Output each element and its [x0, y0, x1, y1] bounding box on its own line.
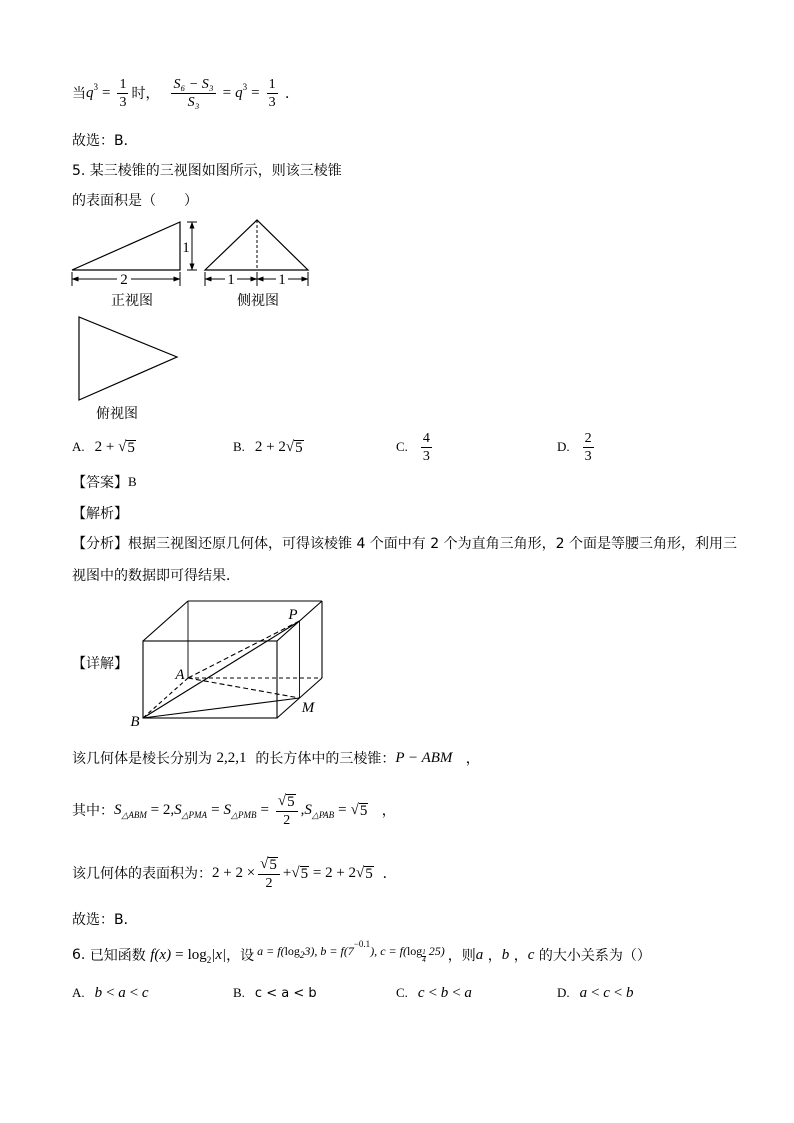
square-root: [118, 438, 136, 456]
description-text: 该几何体是棱长分别为: [72, 751, 217, 767]
side-view-right-label: 1: [278, 272, 286, 288]
select-line: [72, 905, 138, 933]
tiny-denominator: 4: [422, 956, 426, 964]
log-text: log: [406, 943, 423, 958]
point-m-label: M: [301, 700, 315, 716]
analysis-text: 根据三视图还原几何体，可得该棱锥 4 个面中有 2 个为直角三角形，2 个面是等腰三角形，利用三: [128, 536, 737, 552]
var-a: a: [475, 946, 484, 963]
select-answer-text: 故选：B．: [72, 133, 138, 149]
top-view: [79, 317, 177, 422]
option-letter: A.: [72, 439, 85, 454]
text-when: 当: [72, 86, 86, 102]
front-view: [72, 222, 197, 309]
b-definition: b = f(7: [320, 943, 354, 958]
a-definition: a = f(: [257, 943, 285, 958]
front-view-width-label: 2: [120, 272, 128, 288]
var-c: c: [527, 946, 535, 963]
side-view-caption: 侧视图: [237, 293, 279, 309]
q-exponent: 3: [242, 81, 248, 92]
three-view-figure: [60, 210, 330, 425]
analysis-label: 【分析】: [72, 536, 128, 552]
cuboid-edge: [143, 601, 188, 641]
fraction-denominator: 2: [283, 813, 291, 828]
area-value: = 2,: [146, 801, 175, 818]
option-letter: D.: [557, 985, 570, 1000]
front-view-triangle: [72, 222, 180, 270]
square-root: [351, 801, 369, 819]
fraction-sum-ratio: [171, 77, 215, 110]
total-area-line: [72, 855, 397, 891]
description-punctuation: ，: [452, 751, 480, 767]
equals-sign: =: [175, 946, 184, 963]
select-answer-text: 故选：B．: [72, 912, 138, 928]
fraction-denominator: 3: [584, 448, 592, 464]
radicand: 5: [359, 803, 368, 819]
option-letter: D.: [557, 439, 570, 454]
fraction-numerator: 1: [268, 76, 276, 92]
option-letter: C.: [396, 439, 408, 454]
answer-value: B: [128, 474, 137, 489]
square-root: [260, 855, 278, 873]
question-5-stem: 5. 某三棱锥的三视图如图所示，则该三棱锥: [72, 163, 342, 179]
area-symbol: S: [304, 801, 312, 818]
detail-label: 【详解】: [72, 656, 128, 672]
square-root: [278, 792, 296, 810]
top-view-triangle: [79, 317, 177, 400]
cuboid-figure: [125, 595, 340, 730]
area-pmb: [224, 802, 257, 819]
total-result: = 2 + 2: [309, 864, 357, 881]
cuboid-hidden-edges: [188, 601, 322, 678]
area-subscript: △PAB: [311, 809, 335, 820]
radical-sign: √: [285, 439, 295, 455]
q6-option-d[interactable]: [557, 979, 637, 1007]
cuboid-front-face: [143, 641, 277, 718]
option-fraction: [421, 431, 432, 464]
q-cubed: [86, 81, 98, 102]
fraction-numerator: S₆ − S₃: [173, 76, 214, 92]
area-symbol: S: [174, 801, 182, 818]
option-text: 2 + 2: [254, 438, 286, 455]
q-var: q: [86, 84, 94, 101]
fraction-denominator: 3: [422, 448, 430, 464]
option-b[interactable]: [233, 430, 304, 464]
equals-sign: =: [211, 801, 220, 818]
absolute-x: |x|: [211, 946, 227, 963]
question-6-stem: [72, 941, 651, 969]
option-text: c < a < b: [254, 985, 317, 1001]
equals-sign: =: [260, 801, 269, 818]
radical-sign: √: [291, 865, 300, 881]
fraction-numerator: 1: [119, 76, 127, 92]
top-view-caption: 俯视图: [96, 406, 138, 422]
edge-bm: [143, 698, 300, 718]
total-intro: 该几何体的表面积为：: [72, 866, 212, 882]
radicand: 5: [295, 440, 303, 456]
q6-option-c[interactable]: [396, 979, 475, 1007]
log-text: log: [284, 943, 300, 958]
b-definition-rest: ),: [370, 943, 381, 958]
option-d[interactable]: [557, 430, 597, 464]
tiny-numerator: 1: [422, 948, 426, 956]
separator: ，: [483, 948, 502, 964]
fraction-numerator: [258, 855, 280, 875]
radicand: 5: [269, 857, 277, 873]
fraction-denominator: 3: [268, 94, 276, 110]
option-letter: A.: [72, 985, 85, 1000]
text-then: 时，: [131, 86, 160, 102]
area-pab: [304, 802, 334, 819]
analysis-text-continued: 视图中的数据即可得结果．: [72, 568, 240, 584]
area-abm: [114, 802, 147, 819]
side-view: [205, 220, 308, 309]
total-punctuation: ．: [373, 866, 397, 882]
fraction-numerator: 2: [584, 430, 592, 446]
option-text: 2 +: [94, 438, 119, 455]
areas-punctuation: ，: [368, 803, 396, 819]
question-text: ，则: [447, 948, 476, 964]
question-number: 6.: [72, 947, 90, 963]
q-cubed: [235, 81, 248, 102]
analysis-heading-line: [72, 499, 128, 527]
option-a[interactable]: [72, 430, 136, 464]
radical-sign: √: [277, 793, 287, 809]
abc-definitions: [257, 939, 445, 964]
previous-solution-line: [72, 76, 299, 110]
edge-ab: [143, 678, 188, 718]
area-symbol: S: [114, 801, 122, 818]
q6-option-b[interactable]: [233, 979, 317, 1007]
areas-intro: 其中：: [72, 803, 114, 819]
pyramid-edges: [143, 621, 300, 718]
fraction-denominator: 2: [265, 876, 273, 891]
point-a-label: A: [175, 667, 185, 683]
fraction-denominator: 3: [119, 94, 127, 110]
b-exponent: −0.1: [353, 939, 371, 949]
description-text: 的长方体中的三棱锥：: [246, 751, 396, 767]
fraction-numerator: [276, 792, 298, 812]
q-var: q: [235, 84, 243, 101]
square-root: [356, 864, 374, 882]
detail-label-line: [72, 649, 128, 677]
q6-option-a[interactable]: [72, 979, 152, 1007]
equals-sign: =: [251, 84, 260, 101]
radical-sign: √: [260, 856, 269, 872]
option-text: c<b<a: [417, 984, 475, 1001]
fraction-one-third: [267, 77, 278, 110]
equals-sign: =: [338, 801, 347, 818]
fraction-one-third: [117, 77, 128, 110]
radical-sign: √: [356, 865, 365, 881]
analysis-heading: 【解析】: [72, 506, 128, 522]
tiny-fraction: [422, 949, 426, 964]
question-5-stem-line-1: [72, 156, 342, 184]
total-expression: 2 + 2 ×: [212, 864, 256, 881]
log-text: log: [187, 946, 207, 963]
log-base-fraction: [422, 946, 426, 964]
log-symbol: [188, 947, 212, 964]
face-areas-line: [72, 792, 396, 828]
option-letter: C.: [396, 985, 408, 1000]
area-subscript: △PMB: [231, 809, 257, 820]
answer-line: [72, 468, 137, 496]
fraction-denominator: S₃: [187, 94, 200, 110]
option-c[interactable]: [396, 430, 435, 464]
comma: ,: [300, 801, 305, 818]
front-view-height-label: 1: [182, 240, 190, 256]
equals-sign: =: [222, 84, 232, 101]
question-text: 的大小关系为（）: [534, 948, 651, 964]
separator: ，: [509, 948, 528, 964]
area-subscript: △ABM: [121, 809, 147, 820]
radicand: 5: [365, 866, 373, 882]
radicand: 5: [127, 440, 135, 456]
text-period: ．: [280, 86, 300, 102]
radicand: 5: [300, 866, 309, 882]
answer-label: 【答案】: [72, 475, 128, 491]
edge-am: [188, 678, 300, 698]
c-definition: c = f(: [380, 943, 407, 958]
function-name: f(x): [150, 946, 172, 963]
log-base: 2: [206, 954, 212, 965]
c-definition-rest: 25): [425, 943, 445, 958]
log-base: 2: [299, 950, 305, 960]
option-fraction: [583, 431, 594, 464]
equals-sign: =: [102, 84, 111, 101]
radicand: 5: [287, 794, 295, 810]
radical-sign: √: [350, 802, 359, 818]
square-root: [291, 864, 309, 882]
a-definition-rest: 3),: [304, 943, 321, 958]
analysis-line-2: [72, 561, 240, 589]
var-b: b: [501, 946, 510, 963]
edge-pb: [143, 621, 300, 718]
radical-sign: √: [118, 439, 127, 455]
fraction-root5-over-2: [276, 792, 298, 828]
question-text: 已知函数: [89, 948, 151, 964]
edge-lengths: 2,2,1: [216, 749, 247, 766]
option-letter: B.: [233, 985, 245, 1000]
point-b-label: B: [130, 714, 140, 730]
area-symbol: S: [223, 801, 232, 818]
fraction-root5-over-2: [258, 855, 280, 891]
pyramid-name: P − ABM: [395, 749, 453, 766]
analysis-line-1: [72, 529, 737, 557]
q-exponent: 3: [93, 81, 98, 92]
area-subscript: △PMA: [181, 809, 208, 820]
point-p-label: P: [288, 607, 298, 623]
select-line: [72, 126, 138, 154]
option-text: a<c<b: [579, 984, 637, 1001]
option-letter: B.: [233, 439, 245, 454]
fraction-numerator: 4: [422, 430, 430, 446]
plus-sign: +: [282, 864, 292, 881]
question-5-stem-continued: 的表面积是（ ）: [72, 193, 198, 209]
side-view-left-label: 1: [227, 272, 235, 288]
area-pma: [174, 802, 207, 819]
edge-pa: [188, 621, 300, 678]
detail-description-line: [72, 744, 480, 772]
question-text: ，设: [226, 948, 255, 964]
square-root: [286, 438, 304, 456]
option-text: b<a<c: [94, 984, 152, 1001]
front-view-caption: 正视图: [111, 293, 153, 309]
